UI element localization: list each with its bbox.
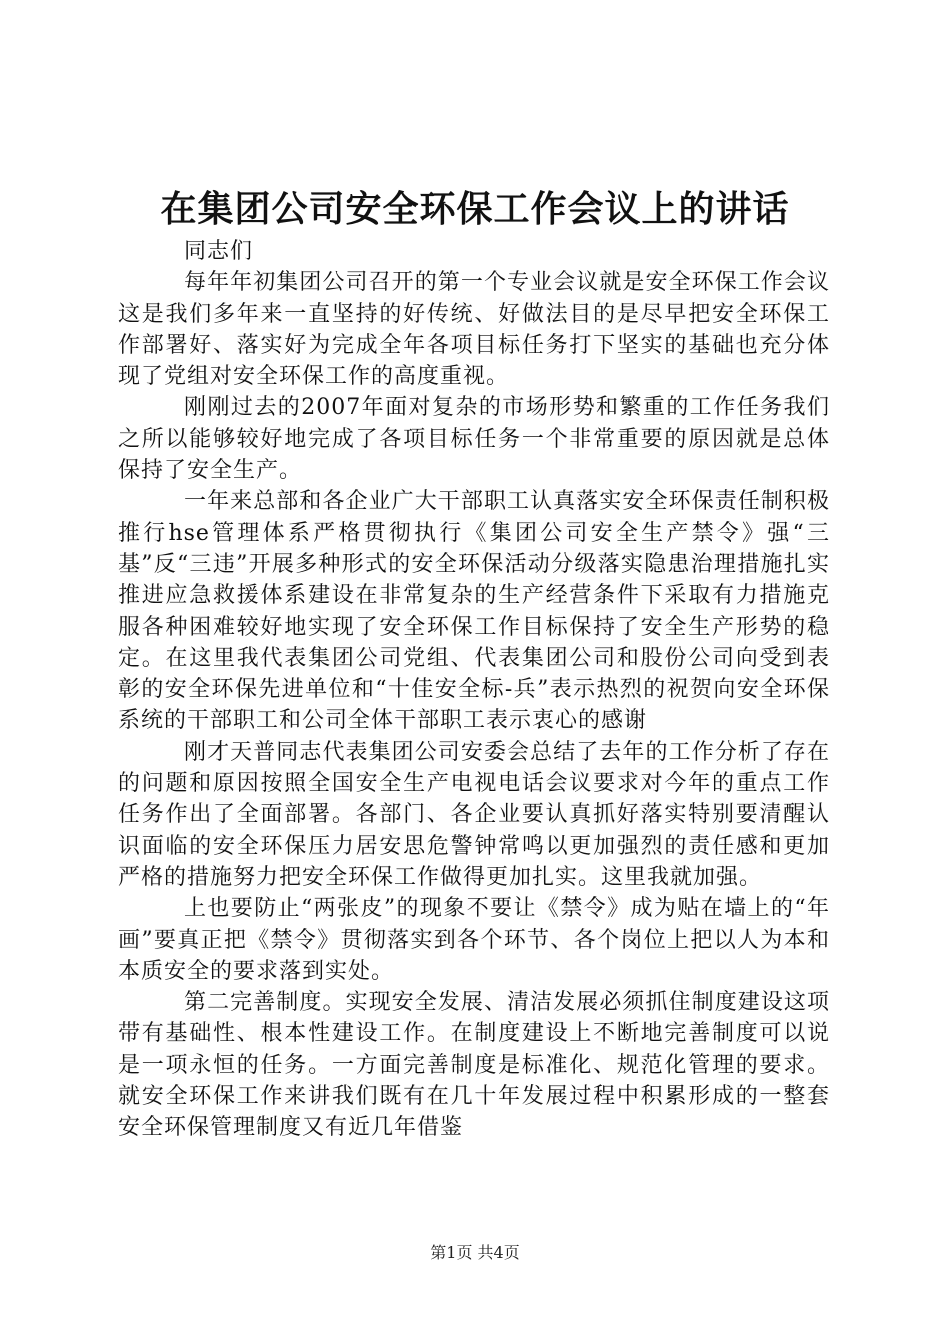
paragraph: 每年年初集团公司召开的第一个专业会议就是安全环保工作会议这是我们多年来一直坚持的好传统、好做法目的是尽早把安全环保工作部署好、落实好为完成全年各项目标任务打下坚实的基础也充分体现了党组对安全环保工作的高度重视。 — [118, 270, 830, 390]
paragraph: 一年来总部和各企业广大干部职工认真落实安全环保责任制积极推行hse管理体系严格贯彻执行《集团公司安全生产禁令》强“三基”反“三违”开展多种形式的安全环保活动分级落实隐患治理措施扎实推进应急救援体系建设在非常复杂的生产经营条件下采取有力措施克服各种困难较好地实现了安全环保工作目标保持了安全生产形势的稳定。在这里我代表集团公司党组、代表集团公司和股份公司向受到表彰的安全环保先进单位和“十佳安全标-兵”表示热烈的祝贺向安全环保系统的干部职工和公司全体干部职工表示衷心的感谢 — [118, 489, 830, 734]
salutation: 同志们 — [184, 239, 254, 264]
document-body — [118, 236, 830, 1144]
paragraph: 刚才天普同志代表集团公司安委会总结了去年的工作分析了存在的问题和原因按照全国安全生产电视电话会议要求对今年的重点工作任务作出了全面部署。各部门、各企业要认真抓好落实特别要清醒认识面临的安全环保压力居安思危警钟常鸣以更加强烈的责任感和更加严格的措施努力把安全环保工作做得更加扎实。这里我就加强。 — [118, 739, 830, 890]
paragraph: 第二完善制度。实现安全发展、清洁发展必须抓住制度建设这项带有基础性、根本性建设工作。在制度建设上不断地完善制度可以说是一项永恒的任务。一方面完善制度是标准化、规范化管理的要求。就安全环保工作来讲我们既有在几十年发展过程中积累形成的一整套安全环保管理制度又有近几年借鉴 — [118, 990, 830, 1141]
paragraph: 刚刚过去的2007年面对复杂的市场形势和繁重的工作任务我们之所以能够较好地完成了各项目标任务一个非常重要的原因就是总体保持了安全生产。 — [118, 395, 830, 484]
paragraph: 上也要防止“两张皮”的现象不要让《禁令》成为贴在墙上的“年画”要真正把《禁令》贯彻落实到各个环节、各个岗位上把以人为本和本质安全的要求落到实处。 — [118, 896, 830, 984]
page-number: 第1页 共4页 — [430, 1243, 520, 1262]
document-title: 在集团公司安全环保工作会议上的讲话 — [160, 189, 790, 230]
